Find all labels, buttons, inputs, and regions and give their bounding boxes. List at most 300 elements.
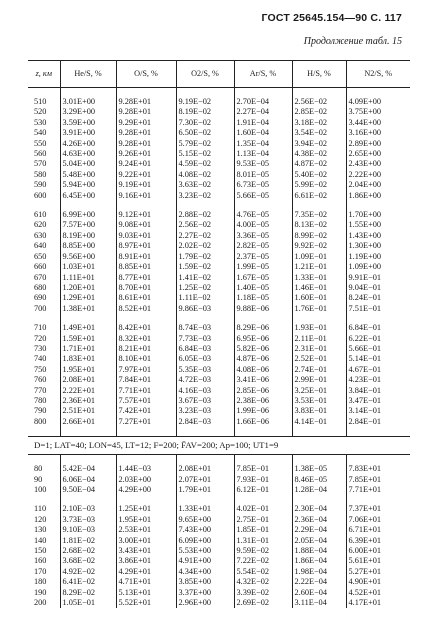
value-cell: 3.43E+01 [116,546,176,556]
value-cell: 3.63E−02 [176,180,234,190]
row-gap [28,495,410,504]
column-header: N2/S, % [346,61,410,88]
value-cell: 8.74E−03 [176,323,234,333]
conditions-separator-row [28,437,410,455]
value-cell: 7.57E+00 [60,220,116,230]
table-row [28,588,410,598]
value-cell: 1.95E+01 [60,365,116,375]
column-header: He/S, % [60,61,116,88]
value-cell: 9.28E+01 [116,128,176,138]
table-header-row [28,61,410,88]
value-cell: 1.09E−01 [292,252,346,262]
value-cell: 3.11E−04 [292,598,346,608]
value-cell: 1.66E−06 [234,417,292,427]
value-cell: 8.29E−06 [234,323,292,333]
altitude-cell: 510 [34,97,47,106]
altitude-cell: 700 [34,303,47,313]
table-row [28,180,410,190]
value-cell: 8.10E+01 [116,354,176,364]
value-cell: 6.73E−05 [234,180,292,190]
value-cell: 6.09E+00 [176,536,234,546]
value-cell: 9.88E−06 [234,304,292,314]
value-cell: 1.86E−04 [292,556,346,566]
altitude-cell: 660 [34,262,47,272]
table-row [28,464,410,474]
altitude-cell: 200 [34,598,47,608]
value-cell: 5.66E−01 [346,344,410,354]
value-cell: 5.04E+00 [60,159,116,169]
value-cell: 2.56E−02 [176,220,234,230]
value-cell: 9.28E+01 [116,107,176,117]
table-row [28,139,410,149]
value-cell: 8.97E+01 [116,241,176,251]
value-cell: 2.04E+00 [346,180,410,190]
value-cell: 4.38E−02 [292,149,346,159]
value-cell: 2.11E−01 [292,334,346,344]
altitude-cell: 170 [34,566,47,576]
value-cell: 1.11E+01 [60,273,116,283]
value-cell: 5.54E−02 [234,567,292,577]
value-cell: 2.29E−04 [292,525,346,535]
value-cell: 5.82E−06 [234,344,292,354]
altitude-cell: 180 [34,577,47,587]
value-cell: 6.00E+01 [346,546,410,556]
value-cell: 1.05E−01 [60,598,116,608]
value-cell: 1.76E−01 [292,304,346,314]
row-gap [28,455,410,465]
value-cell: 4.59E−02 [176,159,234,169]
value-cell: 9.19E−02 [176,97,234,107]
value-cell: 8.61E+01 [116,293,176,303]
value-cell: 3.83E−01 [292,406,346,416]
table-row [28,556,410,566]
value-cell: 9.29E+01 [116,118,176,128]
altitude-cell: 110 [34,504,47,514]
altitude-cell: 610 [34,210,47,220]
value-cell: 1.95E+01 [116,515,176,525]
value-cell: 3.36E−05 [234,231,292,241]
altitude-cell: 580 [34,169,47,179]
value-cell: 9.24E+01 [116,159,176,169]
value-cell: 2.84E−01 [346,417,410,427]
value-cell: 7.43E+00 [176,525,234,535]
value-cell: 2.07E+01 [176,475,234,485]
value-cell: 1.71E+01 [60,344,116,354]
value-cell: 1.33E+01 [176,504,234,514]
value-cell: 2.02E−02 [176,241,234,251]
value-cell: 2.84E−03 [176,417,234,427]
altitude-cell: 780 [34,395,47,405]
value-cell: 1.49E+01 [60,323,116,333]
table-row [28,159,410,169]
value-cell: 9.08E+01 [116,220,176,230]
value-cell: 4.23E−01 [346,375,410,385]
value-cell: 2.38E−06 [234,396,292,406]
atmosphere-composition-table [28,60,410,608]
value-cell: 9.10E−03 [60,525,116,535]
table-row [28,525,410,535]
value-cell: 4.14E−01 [292,417,346,427]
value-cell: 2.99E−01 [292,375,346,385]
value-cell: 7.83E+01 [346,464,410,474]
altitude-cell: 690 [34,293,47,303]
altitude-cell: 550 [34,138,47,148]
value-cell: 9.26E+01 [116,149,176,159]
value-cell: 9.53E−05 [234,159,292,169]
value-cell: 3.94E−02 [292,139,346,149]
value-cell: 5.14E−01 [346,354,410,364]
value-cell: 5.15E−02 [176,149,234,159]
row-gap [28,88,410,98]
value-cell: 5.42E−04 [60,464,116,474]
value-cell: 9.22E+01 [116,170,176,180]
value-cell: 2.36E+01 [60,396,116,406]
value-cell: 8.70E+01 [116,283,176,293]
value-cell: 8.24E−01 [346,293,410,303]
value-cell: 9.04E−01 [346,283,410,293]
value-cell: 7.22E−02 [234,556,292,566]
conditions-text: D=1; LAT=40; LON=45, LT=12; F=200; F̄AV=200; Ap=100; UT1=9 [28,437,410,455]
value-cell: 5.35E−03 [176,365,234,375]
value-cell: 2.22E+01 [60,386,116,396]
table-row [28,417,410,427]
value-cell: 8.46E−05 [292,475,346,485]
value-cell: 8.13E−02 [292,220,346,230]
value-cell: 3.59E+00 [60,118,116,128]
table-row [28,107,410,117]
value-cell: 4.26E+00 [60,139,116,149]
table-row [28,515,410,525]
value-cell: 2.31E−01 [292,344,346,354]
value-cell: 3.67E−03 [176,396,234,406]
value-cell: 9.03E+01 [116,231,176,241]
value-cell: 3.37E+00 [176,588,234,598]
value-cell: 8.77E+01 [116,273,176,283]
value-cell: 2.27E−04 [234,107,292,117]
value-cell: 2.05E−04 [292,536,346,546]
value-cell: 8.21E+01 [116,344,176,354]
value-cell: 1.03E+01 [60,262,116,272]
value-cell: 2.22E−04 [292,577,346,587]
value-cell: 3.23E−02 [176,191,234,201]
value-cell: 1.60E−04 [234,128,292,138]
table-row [28,504,410,514]
value-cell: 8.32E+01 [116,334,176,344]
value-cell: 3.16E+00 [346,128,410,138]
value-cell: 4.67E−01 [346,365,410,375]
table-row [28,546,410,556]
value-cell: 5.53E+00 [176,546,234,556]
value-cell: 9.56E+00 [60,252,116,262]
altitude-cell: 600 [34,190,47,200]
table-row [28,252,410,262]
value-cell: 6.06E−04 [60,475,116,485]
value-cell: 3.14E−01 [346,406,410,416]
table-row [28,210,410,220]
value-cell: 8.01E−05 [234,170,292,180]
altitude-cell: 540 [34,128,47,138]
value-cell: 6.05E−03 [176,354,234,364]
value-cell: 9.16E+01 [116,191,176,201]
value-cell: 1.33E−01 [292,273,346,283]
altitude-cell: 190 [34,587,47,597]
value-cell: 1.31E−01 [234,536,292,546]
value-cell: 5.27E+01 [346,567,410,577]
value-cell: 3.85E+00 [176,577,234,587]
table-row [28,386,410,396]
value-cell: 2.53E+01 [116,525,176,535]
value-cell: 8.42E+01 [116,323,176,333]
value-cell: 1.60E−01 [292,293,346,303]
table-row [28,485,410,495]
value-cell: 5.61E+01 [346,556,410,566]
value-cell: 1.11E−02 [176,293,234,303]
value-cell: 1.43E+00 [346,231,410,241]
value-cell: 1.20E+01 [60,283,116,293]
value-cell: 1.79E+01 [176,485,234,495]
altitude-cell: 590 [34,180,47,190]
value-cell: 3.73E−03 [60,515,116,525]
value-cell: 3.23E−03 [176,406,234,416]
value-cell: 4.08E−06 [234,365,292,375]
value-cell: 4.32E−02 [234,577,292,587]
value-cell: 1.25E−02 [176,283,234,293]
value-cell: 4.08E−02 [176,170,234,180]
value-cell: 4.17E+01 [346,598,410,608]
value-cell: 1.85E−01 [234,525,292,535]
value-cell: 7.57E+01 [116,396,176,406]
value-cell: 1.25E+01 [116,504,176,514]
value-cell: 2.96E+00 [176,598,234,608]
value-cell: 8.19E−02 [176,107,234,117]
value-cell: 2.74E−01 [292,365,346,375]
value-cell: 4.02E−01 [234,504,292,514]
value-cell: 1.41E−02 [176,273,234,283]
value-cell: 4.09E+00 [346,97,410,107]
table-row [28,334,410,344]
value-cell: 6.50E−02 [176,128,234,138]
altitude-cell: 750 [34,364,47,374]
value-cell: 6.22E−01 [346,334,410,344]
value-cell: 7.51E−01 [346,304,410,314]
value-cell: 1.67E−05 [234,273,292,283]
value-cell: 7.85E−01 [234,464,292,474]
altitude-cell: 650 [34,251,47,261]
value-cell: 4.76E−05 [234,210,292,220]
altitude-cell: 760 [34,375,47,385]
value-cell: 1.38E−05 [292,464,346,474]
table-row [28,475,410,485]
value-cell: 2.70E−04 [234,97,292,107]
value-cell: 1.18E−05 [234,293,292,303]
column-header: Ar/S, % [234,61,292,88]
altitude-cell: 100 [34,485,47,494]
value-cell: 1.28E−04 [292,485,346,495]
table-row [28,231,410,241]
value-cell: 1.29E+01 [60,293,116,303]
altitude-cell: 670 [34,272,47,282]
value-cell: 3.25E−01 [292,386,346,396]
altitude-cell: 640 [34,241,47,251]
value-cell: 2.30E−04 [292,504,346,514]
table-row [28,536,410,546]
value-cell: 8.99E−02 [292,231,346,241]
table-body [28,88,410,609]
value-cell: 3.84E−01 [346,386,410,396]
value-cell: 8.91E+01 [116,252,176,262]
value-cell: 4.16E−03 [176,386,234,396]
value-cell: 2.85E−02 [292,107,346,117]
value-cell: 3.47E−01 [346,396,410,406]
value-cell: 1.70E+00 [346,210,410,220]
value-cell: 3.29E+00 [60,107,116,117]
value-cell: 6.84E−01 [346,323,410,333]
value-cell: 1.99E−06 [234,406,292,416]
value-cell: 6.84E−03 [176,344,234,354]
row-gap [28,201,410,210]
value-cell: 4.29E+00 [116,485,176,495]
value-cell: 1.19E+00 [346,252,410,262]
value-cell: 2.69E−02 [234,598,292,608]
value-cell: 1.21E−01 [292,262,346,272]
value-cell: 9.91E−01 [346,273,410,283]
value-cell: 6.39E+01 [346,536,410,546]
value-cell: 2.68E−02 [60,546,116,556]
altitude-cell: 800 [34,416,47,426]
value-cell: 8.85E+01 [116,262,176,272]
value-cell: 9.28E+01 [116,97,176,107]
value-cell: 6.71E+01 [346,525,410,535]
value-cell: 3.18E−02 [292,118,346,128]
value-cell: 7.84E+01 [116,375,176,385]
value-cell: 3.39E−02 [234,588,292,598]
value-cell: 1.59E+01 [60,334,116,344]
altitude-cell: 520 [34,107,47,117]
column-header: O2/S, % [176,61,234,88]
table-row [28,567,410,577]
value-cell: 5.79E−02 [176,139,234,149]
table-row [28,241,410,251]
value-cell: 2.36E−04 [292,515,346,525]
altitude-cell: 130 [34,525,47,535]
value-cell: 2.37E−05 [234,252,292,262]
value-cell: 4.91E+00 [176,556,234,566]
value-cell: 1.30E+00 [346,241,410,251]
value-cell: 3.01E+00 [60,97,116,107]
value-cell: 8.85E+00 [60,241,116,251]
value-cell: 1.09E+00 [346,262,410,272]
value-cell: 1.40E−05 [234,283,292,293]
value-cell: 2.60E−04 [292,588,346,598]
altitude-cell: 790 [34,406,47,416]
table-row [28,304,410,314]
table-continuation-label: Продолжение табл. 15 [303,36,402,47]
value-cell: 1.91E−04 [234,118,292,128]
altitude-cell: 560 [34,149,47,159]
value-cell: 9.59E−02 [234,546,292,556]
value-cell: 9.50E−04 [60,485,116,495]
page-header: ГОСТ 25645.154—90 С. 117 [261,12,402,24]
altitude-cell: 120 [34,514,47,524]
value-cell: 1.38E+01 [60,304,116,314]
altitude-cell: 140 [34,535,47,545]
table-row [28,598,410,608]
value-cell: 3.44E+00 [346,118,410,128]
value-cell: 2.66E+01 [60,417,116,427]
table-row [28,354,410,364]
value-cell: 3.86E+01 [116,556,176,566]
altitude-cell: 530 [34,117,47,127]
table-row [28,149,410,159]
table-row [28,220,410,230]
value-cell: 7.71E+01 [346,485,410,495]
altitude-cell: 740 [34,354,47,364]
value-cell: 1.55E+00 [346,220,410,230]
value-cell: 1.13E−04 [234,149,292,159]
altitude-cell: 680 [34,282,47,292]
value-cell: 2.56E−02 [292,97,346,107]
value-cell: 6.41E−02 [60,577,116,587]
table-row [28,283,410,293]
value-cell: 4.00E−05 [234,220,292,230]
column-header: O/S, % [116,61,176,88]
altitude-cell: 150 [34,546,47,556]
value-cell: 7.42E+01 [116,406,176,416]
value-cell: 7.97E+01 [116,365,176,375]
value-cell: 3.41E−06 [234,375,292,385]
altitude-cell: 720 [34,333,47,343]
value-cell: 6.95E−06 [234,334,292,344]
value-cell: 2.85E−06 [234,386,292,396]
value-cell: 7.06E+01 [346,515,410,525]
value-cell: 1.79E−02 [176,252,234,262]
value-cell: 9.86E−03 [176,304,234,314]
value-cell: 2.75E−01 [234,515,292,525]
value-cell: 7.35E−02 [292,210,346,220]
value-cell: 2.89E+00 [346,139,410,149]
value-cell: 8.19E+00 [60,231,116,241]
table-row [28,365,410,375]
value-cell: 1.46E−01 [292,283,346,293]
table-row [28,577,410,587]
value-cell: 2.27E−02 [176,231,234,241]
value-cell: 7.37E+01 [346,504,410,514]
value-cell: 2.03E+00 [116,475,176,485]
value-cell: 6.99E+00 [60,210,116,220]
value-cell: 7.71E+01 [116,386,176,396]
value-cell: 5.94E+00 [60,180,116,190]
value-cell: 2.08E+01 [60,375,116,385]
value-cell: 4.52E+01 [346,588,410,598]
table-row [28,323,410,333]
table-row [28,191,410,201]
table-row [28,262,410,272]
value-cell: 1.44E−03 [116,464,176,474]
value-cell: 3.54E−02 [292,128,346,138]
value-cell: 4.92E−02 [60,567,116,577]
value-cell: 2.51E+01 [60,406,116,416]
value-cell: 1.88E−04 [292,546,346,556]
value-cell: 1.86E+00 [346,191,410,201]
value-cell: 6.45E+00 [60,191,116,201]
table-row [28,293,410,303]
value-cell: 6.12E−01 [234,485,292,495]
table-row [28,406,410,416]
value-cell: 3.00E+01 [116,536,176,546]
value-cell: 2.52E−01 [292,354,346,364]
value-cell: 4.72E−03 [176,375,234,385]
value-cell: 2.65E+00 [346,149,410,159]
